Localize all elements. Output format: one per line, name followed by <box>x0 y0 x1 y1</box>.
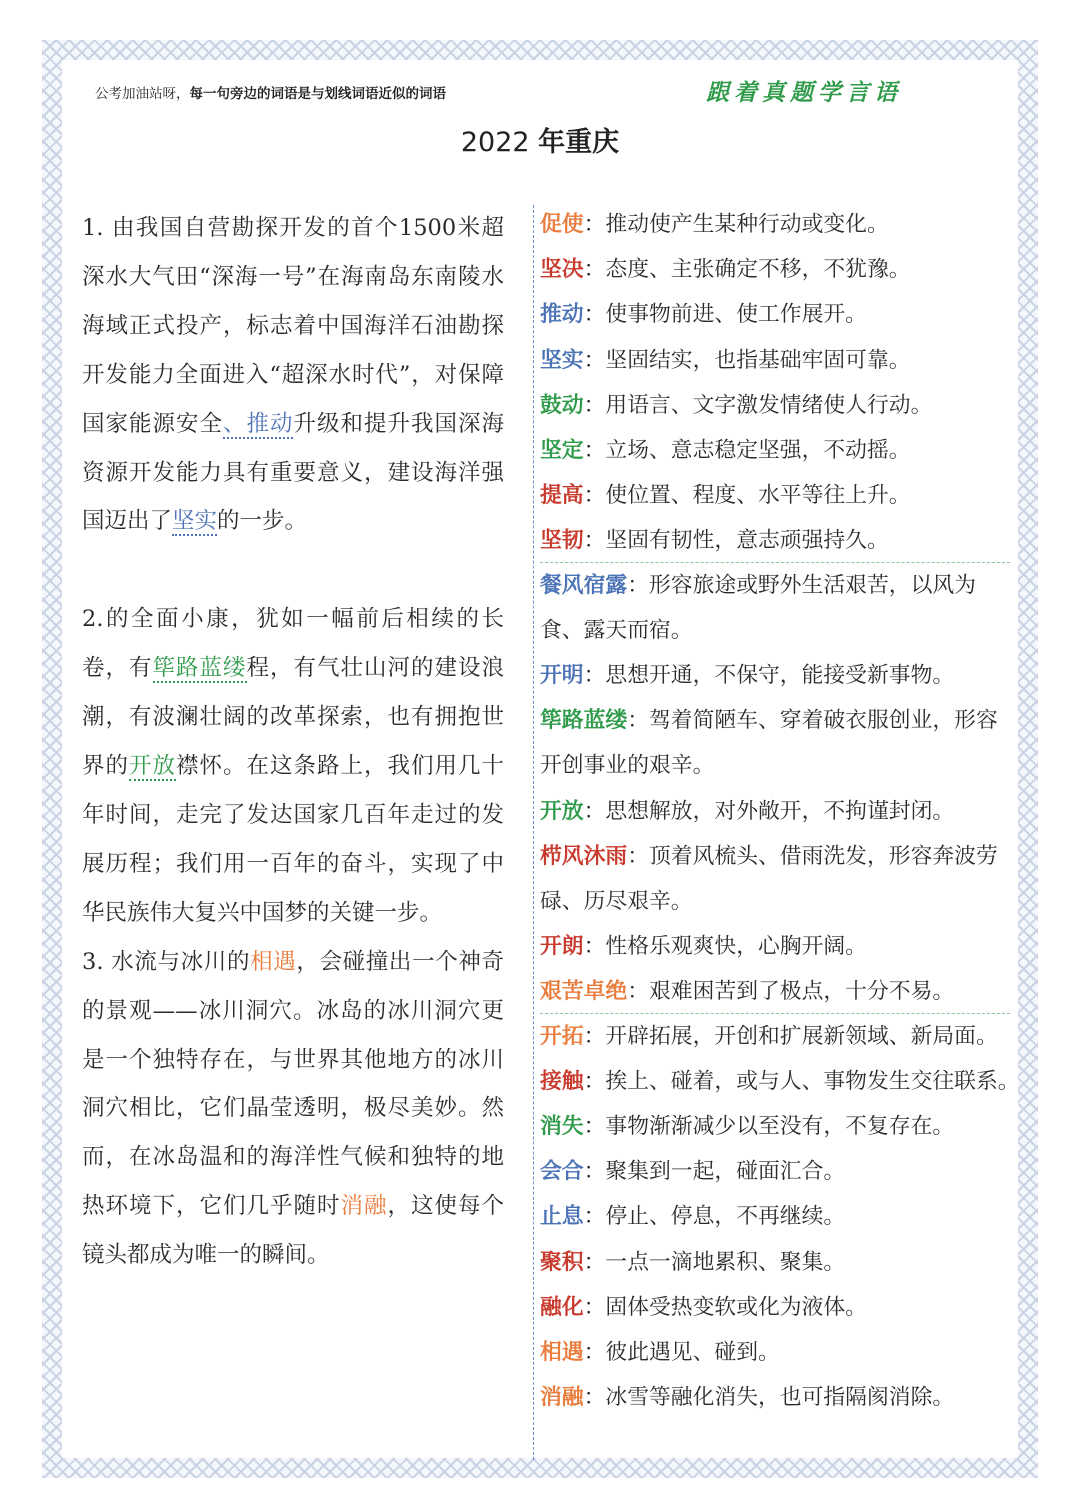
glossary-entry <box>540 698 1002 788</box>
glossary-term: 筚路蓝缕 <box>540 708 628 734</box>
glossary-entry <box>540 834 1002 924</box>
glossary-term: 坚实 <box>540 347 584 373</box>
glossary-entry <box>540 924 1002 969</box>
underlined-keyword: 开放 <box>129 753 176 780</box>
glossary-term: 坚定 <box>540 438 584 464</box>
glossary-entry <box>540 428 1002 473</box>
glossary-definition: ：挨上、碰着，或与人、事物发生交往联系。 <box>583 1068 1020 1094</box>
passage-text: ，会碰撞出一个神奇的景观——冰川洞穴。冰岛的冰川洞穴更是一个独特存在，与世界其他地方的冰川洞穴相比，它们晶莹透明，极尽美妙。然而，在冰岛温和的海洋性气候和独特的地热环境下，它们几乎随时 <box>82 948 504 1220</box>
glossary-entry <box>540 338 1002 383</box>
glossary-entry <box>540 789 1002 834</box>
glossary-definition: ：使位置、程度、水平等往上升。 <box>583 483 911 509</box>
glossary-entry <box>540 1194 1002 1239</box>
passage-1 <box>82 204 504 546</box>
glossary-definition: ：艰难困苦到了极点，十分不易。 <box>627 979 955 1005</box>
glossary-entry <box>540 383 1002 428</box>
glossary-term: 消失 <box>540 1114 584 1140</box>
glossary-definition: ：用语言、文字激发情绪使人行动。 <box>583 392 933 418</box>
glossary-definition: ：开辟拓展，开创和扩展新领域、新局面。 <box>583 1023 998 1049</box>
glossary-term: 提高 <box>540 483 584 509</box>
passage-text: 襟怀。在这条路上，我们用几十年时间，走完了发达国家几百年走过的发展历程；我们用一百年的奋斗，实现了中华民族伟大复兴中国梦的关键一步。 <box>82 753 504 926</box>
glossary-entry <box>540 518 1002 563</box>
glossary-entry <box>540 1330 1002 1375</box>
glossary-column <box>540 202 1020 1420</box>
glossary-entry <box>540 1375 1002 1420</box>
glossary-definition: ：停止、停息，不再继续。 <box>583 1204 846 1230</box>
glossary-term: 相遇 <box>540 1340 584 1366</box>
glossary-definition: ：思想解放，对外敞开，不拘谨封闭。 <box>583 798 955 824</box>
glossary-entry <box>540 1240 1002 1285</box>
glossary-term: 融化 <box>540 1294 584 1320</box>
glossary-term: 接触 <box>540 1068 584 1094</box>
glossary-definition: ：顶着风梳头、借雨洗发，形容奔波劳碌、历尽艰辛。 <box>540 843 998 915</box>
glossary-term: 推动 <box>540 302 584 328</box>
glossary-definition: ：冰雪等融化消失，也可指隔阂消除。 <box>583 1385 955 1411</box>
passage-text: 1. 由我国自营勘探开发的首个1500米超深水大气田“深海一号”在海南岛东南陵水海域正式投产，标志着中国海洋石油勘探开发能力全面进入“超深水时代”，对保障国家能源安全 <box>82 215 504 437</box>
glossary-entry <box>540 202 1002 247</box>
glossary-definition: ：聚集到一起，碰面汇合。 <box>583 1159 846 1185</box>
brand-slogan: 跟着真题学言语 <box>706 79 902 106</box>
glossary-definition: ：使事物前进、使工作展开。 <box>583 302 867 328</box>
glossary-entry <box>540 292 1002 337</box>
underlined-keyword: 坚实 <box>172 508 218 535</box>
glossary-entry <box>540 1285 1002 1330</box>
passage-text: 2.的全面小康，犹如一幅前后相续的长卷，有 <box>82 606 504 682</box>
glossary-definition: ：驾着简陋车、穿着破衣服创业，形容开创事业的艰辛。 <box>540 708 998 779</box>
glossary-definition: ：坚固结实，也指基础牢固可靠。 <box>583 347 911 373</box>
glossary-entry <box>540 473 1002 518</box>
glossary-entry <box>540 563 1002 653</box>
glossary-entry <box>540 969 1002 1014</box>
passages-column <box>82 204 504 1280</box>
glossary-definition: ：坚固有韧性，意志顽强持久。 <box>583 528 889 554</box>
glossary-entry <box>540 1149 1002 1194</box>
passage-text: 程，有气壮山河的建设浪潮，有波澜壮阔的改革探索，也有拥抱世界的 <box>82 655 504 780</box>
passage-text: 的一步。 <box>217 508 308 535</box>
glossary-definition: ：思想开通，不保守，能接受新事物。 <box>583 663 955 689</box>
glossary-term: 止息 <box>540 1204 584 1230</box>
glossary-term: 艰苦卓绝 <box>540 979 628 1005</box>
title-region: 年重庆 <box>538 127 620 158</box>
passage-3 <box>82 938 504 1280</box>
highlighted-keyword: 相遇 <box>250 948 297 975</box>
glossary-definition: ：形容旅途或野外生活艰苦，以风为食、露天而宿。 <box>540 572 976 643</box>
glossary-definition: ：推动使产生某种行动或变化。 <box>583 212 889 237</box>
glossary-entry <box>540 247 1002 292</box>
header-note <box>95 82 446 102</box>
column-divider <box>533 205 534 1460</box>
passage-text: 升级和提升我国深海资源开发能力具有重要意义，建设海洋强国迈出了 <box>82 410 504 535</box>
glossary-term: 栉风沐雨 <box>540 843 628 869</box>
glossary-definition: ：事物渐渐减少以至没有，不复存在。 <box>583 1114 955 1140</box>
glossary-entry <box>540 653 1002 698</box>
glossary-term: 坚决 <box>540 257 584 283</box>
glossary-term: 坚韧 <box>540 528 584 554</box>
glossary-entry <box>540 1014 1002 1059</box>
glossary-definition: ：彼此遇见、碰到。 <box>583 1340 780 1366</box>
glossary-definition: ：一点一滴地累积、聚集。 <box>583 1249 846 1275</box>
glossary-term: 开朗 <box>540 934 584 960</box>
glossary-term: 促使 <box>540 212 584 237</box>
page-title <box>0 120 1080 159</box>
passage-2 <box>82 595 504 937</box>
header-note-instruction: 每一句旁边的词语是与划线词语近似的词语 <box>189 86 446 102</box>
glossary-definition: ：态度、主张确定不移，不犹豫。 <box>583 257 911 283</box>
underlined-keyword: 、推动 <box>222 410 294 437</box>
glossary-term: 开明 <box>540 663 584 689</box>
title-year: 2022 <box>460 127 530 158</box>
glossary-term: 聚积 <box>540 1249 584 1275</box>
glossary-entry <box>540 1104 1002 1149</box>
glossary-term: 餐风宿露 <box>540 572 628 598</box>
glossary-term: 会合 <box>540 1159 584 1185</box>
glossary-term: 开放 <box>540 798 584 824</box>
header-note-prefix: 公考加油站呀， <box>95 86 190 102</box>
passage-text: ，这使每个镜头都成为唯一的瞬间。 <box>82 1193 504 1269</box>
glossary-term: 开拓 <box>540 1023 584 1049</box>
glossary-entry <box>540 1059 1020 1104</box>
glossary-term: 消融 <box>540 1385 584 1411</box>
highlighted-keyword: 消融 <box>340 1193 388 1220</box>
glossary-term: 鼓动 <box>540 392 584 418</box>
glossary-definition: ：性格乐观爽快，心胸开阔。 <box>583 934 867 960</box>
passage-text: 3. 水流与冰川的 <box>82 948 251 975</box>
underlined-keyword: 筚路蓝缕 <box>152 655 247 682</box>
glossary-definition: ：立场、意志稳定坚强，不动摇。 <box>583 438 911 464</box>
glossary-definition: ：固体受热变软或化为液体。 <box>583 1294 867 1320</box>
